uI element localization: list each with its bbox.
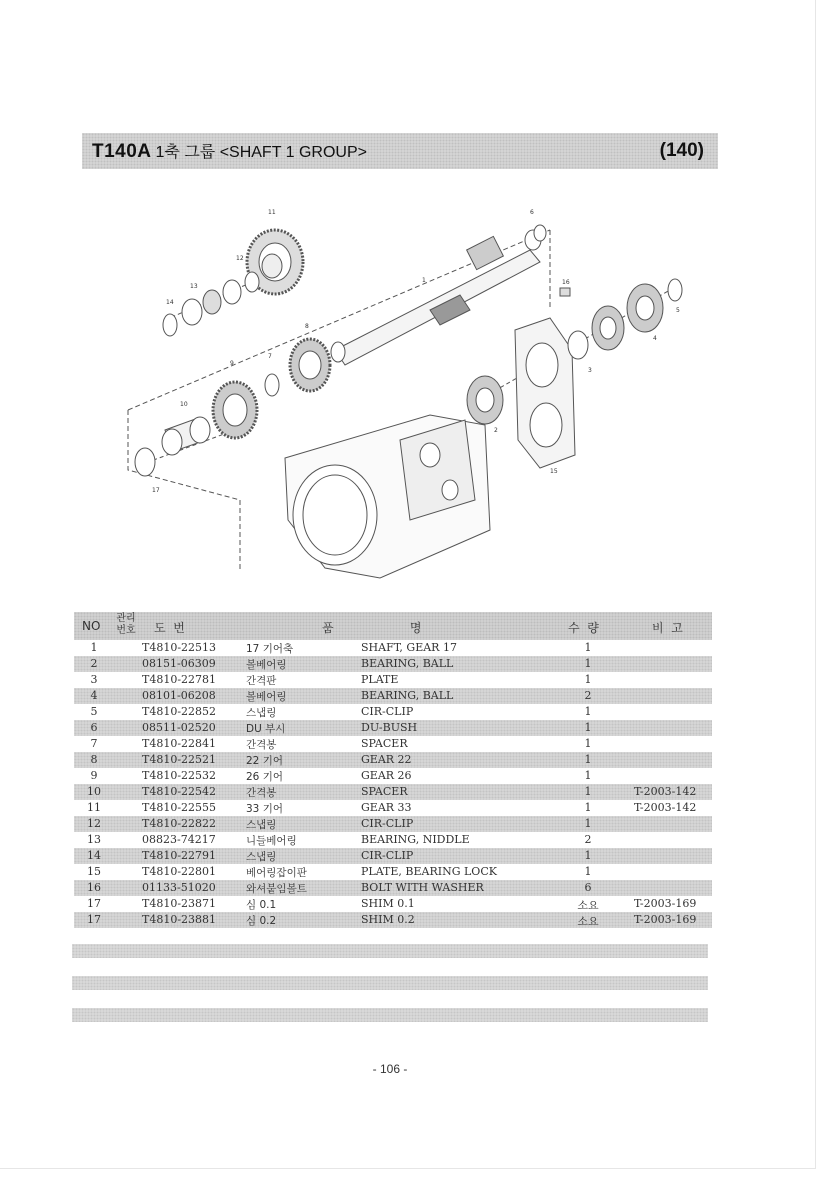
table-row [74, 704, 712, 720]
part-number: T4810-22791 [142, 849, 217, 862]
english-name: PLATE [361, 673, 399, 686]
row-number: 10 [87, 785, 101, 798]
plate-part [515, 318, 575, 468]
row-number: 4 [90, 689, 98, 702]
callout-label: 6 [530, 209, 534, 216]
part-number: T4810-22532 [142, 769, 217, 782]
part-number: T4810-22542 [142, 785, 217, 798]
empty-row-band [72, 1008, 708, 1022]
english-name: SHAFT, GEAR 17 [361, 641, 457, 654]
callout-label: 4 [653, 335, 657, 342]
callout-label: 17 [152, 487, 160, 494]
row-number: 16 [87, 881, 101, 894]
english-name: BEARING, BALL [361, 689, 454, 702]
part-number: T4810-22801 [142, 865, 217, 878]
quantity: 6 [584, 881, 592, 894]
row-number: 1 [90, 641, 98, 654]
row-number: 6 [90, 721, 98, 734]
table-row [74, 720, 712, 736]
part-number: T4810-22841 [142, 737, 217, 750]
table-row [74, 736, 712, 752]
title-bar [82, 133, 718, 169]
table-row [74, 784, 712, 800]
row-number: 8 [90, 753, 98, 766]
table-row [74, 848, 712, 864]
english-name: SPACER [361, 737, 408, 750]
title-group [92, 139, 367, 163]
row-number: 17 [87, 913, 101, 926]
quantity: 1 [584, 769, 592, 782]
callout-label: 15 [550, 468, 558, 475]
row-number: 2 [90, 657, 98, 670]
korean-name: 26 기어 [246, 771, 283, 783]
table-row [74, 864, 712, 880]
korean-name: 17 기어축 [246, 643, 294, 655]
part-number: 08101-06208 [142, 689, 216, 702]
ring-part [135, 448, 155, 476]
parts-table [74, 612, 712, 928]
english-name: BEARING, NIDDLE [361, 833, 470, 846]
quantity: 1 [584, 705, 592, 718]
english-name: BEARING, BALL [361, 657, 454, 670]
empty-row-band [72, 976, 708, 990]
model-code: T140A [92, 141, 152, 162]
spacer-part [162, 417, 210, 455]
row-number: 14 [87, 849, 101, 862]
gear-part [290, 339, 330, 391]
row-number: 11 [87, 801, 101, 814]
row-number: 9 [90, 769, 98, 782]
table-row [74, 816, 712, 832]
korean-name: 심 0.2 [246, 915, 277, 927]
part-number: T4810-22781 [142, 673, 217, 686]
header-qty: 수 량 [568, 621, 599, 635]
bolt-part [560, 288, 570, 296]
table-row [74, 768, 712, 784]
english-name: PLATE, BEARING LOCK [361, 865, 497, 878]
table-row [74, 688, 712, 704]
page-number: - 106 - [372, 1062, 408, 1076]
korean-name: 심 0.1 [246, 899, 277, 911]
quantity: 2 [584, 833, 592, 846]
row-number: 12 [87, 817, 101, 830]
quantity: 1 [584, 865, 592, 878]
row-number: 15 [87, 865, 101, 878]
korean-name: 니들베어링 [246, 835, 297, 847]
header-name: 품 명 [322, 621, 422, 635]
korean-name: 스냅링 [246, 819, 277, 831]
table-header [74, 612, 712, 640]
shaft-part [335, 225, 546, 365]
empty-row-band [72, 944, 708, 958]
ring-part [245, 272, 259, 292]
remark: T-2003-169 [634, 897, 697, 910]
english-name: SHIM 0.1 [361, 897, 415, 910]
part-number: 08823-74217 [142, 833, 216, 846]
table-row [74, 656, 712, 672]
korean-name: 볼베어링 [246, 659, 287, 671]
quantity: 1 [584, 817, 592, 830]
part-number: T4810-22521 [142, 753, 217, 766]
korean-name: 22 기어 [246, 755, 283, 767]
quantity: 1 [584, 657, 592, 670]
header-drawing: 도 번 [154, 621, 185, 635]
ring-part [163, 314, 177, 336]
english-name: GEAR 33 [361, 801, 412, 814]
callout-label: 16 [562, 279, 570, 286]
bush-part [331, 342, 345, 362]
korean-name: 와셔붙임볼트 [246, 883, 307, 895]
header-mgmt-no: 관리번호 [116, 613, 136, 636]
bearing-part [592, 306, 624, 350]
part-number: T4810-22513 [142, 641, 217, 654]
english-name: SPACER [361, 785, 408, 798]
english-name: GEAR 22 [361, 753, 412, 766]
callout-label: 8 [305, 323, 309, 330]
quantity: 2 [584, 689, 592, 702]
english-name: CIR-CLIP [361, 705, 414, 718]
row-number: 7 [90, 737, 98, 750]
callout-label: 10 [180, 401, 188, 408]
callout-label: 9 [230, 360, 234, 367]
quantity: 1 [584, 849, 592, 862]
english-name: CIR-CLIP [361, 817, 414, 830]
ring-part [668, 279, 682, 301]
part-number: T4810-23881 [142, 913, 217, 926]
callout-label: 12 [236, 255, 244, 262]
quantity: 1 [584, 673, 592, 686]
callout-label: 3 [588, 367, 592, 374]
exploded-parts-diagram [110, 200, 710, 595]
group-title: 1축 그룹 <SHAFT 1 GROUP> [155, 144, 367, 161]
english-name: CIR-CLIP [361, 849, 414, 862]
korean-name: 스냅링 [246, 707, 277, 719]
ring-part [568, 331, 588, 359]
header-no: NO [82, 619, 101, 633]
korean-name: 볼베어링 [246, 691, 287, 703]
table-row [74, 640, 712, 656]
gear-part [213, 382, 257, 438]
ring-part [203, 290, 221, 314]
row-number: 3 [90, 673, 98, 686]
callout-label: 2 [494, 427, 498, 434]
english-name: GEAR 26 [361, 769, 412, 782]
table-row [74, 800, 712, 816]
table-row [74, 752, 712, 768]
korean-name: 간격판 [246, 675, 277, 687]
quantity: 소요 [577, 915, 599, 928]
table-row [74, 672, 712, 688]
english-name: DU-BUSH [361, 721, 418, 734]
header-note: 비 고 [652, 621, 683, 635]
remark: T-2003-142 [634, 785, 697, 798]
quantity: 1 [584, 721, 592, 734]
korean-name: 스냅링 [246, 851, 277, 863]
korean-name: DU 부시 [246, 723, 286, 735]
korean-name: 간격봉 [246, 787, 277, 799]
page-code: (140) [659, 140, 704, 161]
quantity: 소요 [577, 899, 599, 912]
quantity: 1 [584, 785, 592, 798]
korean-name: 33 기어 [246, 803, 283, 815]
korean-name: 간격봉 [246, 739, 277, 751]
remark: T-2003-169 [634, 913, 697, 926]
quantity: 1 [584, 753, 592, 766]
row-number: 13 [87, 833, 101, 846]
part-number: T4810-22852 [142, 705, 217, 718]
part-number: T4810-23871 [142, 897, 217, 910]
row-number: 17 [87, 897, 101, 910]
part-number: 08151-06309 [142, 657, 216, 670]
table-row [74, 896, 712, 912]
part-number: 08511-02520 [142, 721, 216, 734]
quantity: 1 [584, 801, 592, 814]
english-name: SHIM 0.2 [361, 913, 415, 926]
english-name: BOLT WITH WASHER [361, 881, 484, 894]
ring-part [182, 299, 202, 325]
quantity: 1 [584, 641, 592, 654]
part-number: T4810-22555 [142, 801, 217, 814]
remark: T-2003-142 [634, 801, 697, 814]
ring-part [265, 374, 279, 396]
row-number: 5 [90, 705, 98, 718]
bearing-part [467, 376, 503, 424]
callout-label: 1 [422, 277, 426, 284]
callout-label: 7 [268, 353, 272, 360]
ring-part [223, 280, 241, 304]
table-row [74, 880, 712, 896]
korean-name: 베어링잡이판 [246, 867, 307, 879]
part-number: T4810-22822 [142, 817, 217, 830]
part-number: 01133-51020 [142, 881, 216, 894]
quantity: 1 [584, 737, 592, 750]
bearing-part [627, 284, 663, 332]
callout-label: 14 [166, 299, 174, 306]
table-row [74, 912, 712, 928]
callout-label: 11 [268, 209, 276, 216]
transmission-housing [285, 415, 490, 578]
callout-label: 5 [676, 307, 680, 314]
table-row [74, 832, 712, 848]
callout-label: 13 [190, 283, 198, 290]
